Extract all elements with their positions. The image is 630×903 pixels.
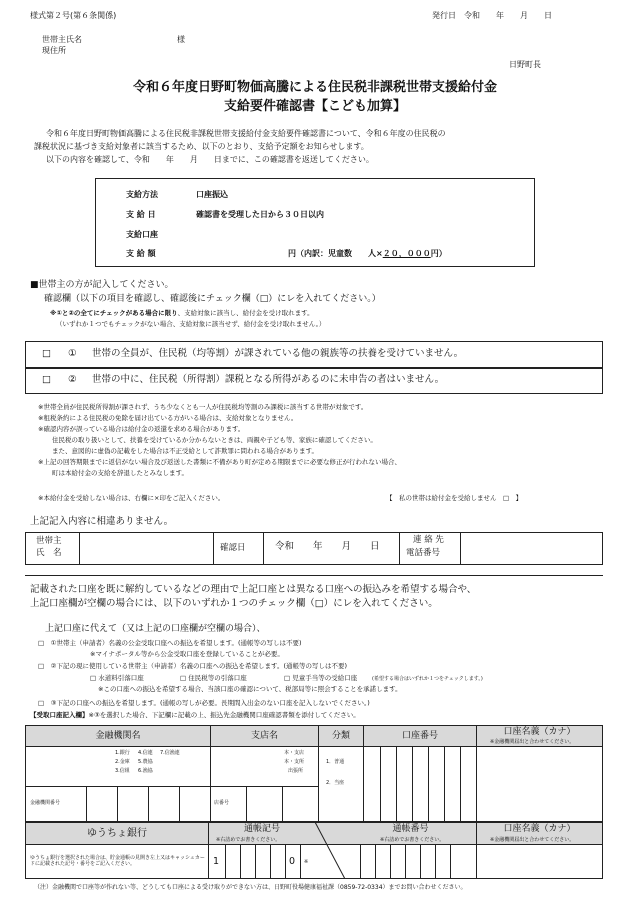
confirm-date-field[interactable]: 令和 年 月 日 [275, 541, 380, 552]
note-0: ※世帯全員が住民税所得割が課されず、うち少なくとも一人が住民税均等割のみ課税に該当する世帯が対象です。 [38, 403, 368, 411]
kigo-suffix: ※ [304, 859, 309, 865]
amount-value: 円（内訳：児童数 人× [288, 249, 383, 258]
title-line2: 支給要件確認書【こども加算】 [223, 99, 406, 114]
check-1-num: ① [68, 348, 77, 359]
recipient-name-label: 世帯主氏名 [42, 35, 82, 44]
bank-type-4[interactable]: 5.農協 [138, 759, 153, 765]
section1-note1 [50, 309, 314, 317]
yucho-col-holder: 口座名義（カナ） [503, 824, 576, 835]
bank-type-2[interactable]: 7.信漁連 [160, 750, 180, 756]
check-2-num: ② [68, 374, 77, 385]
method-label: 支給方法 [126, 190, 158, 199]
option-1-note: ※マイナポータル等から公金受取口座を登録していることが必要。 [90, 650, 284, 658]
account-label: 支給口座 [126, 230, 158, 239]
bank-heading-bold: 【受取口座記入欄】 [30, 711, 89, 719]
note-1: ※租税条約による住民税の免除を届け出ている方がいる場合は、支給対象となりません。 [38, 414, 298, 422]
check-1-box[interactable]: □ [42, 348, 51, 359]
contact-label2: 電話番号 [406, 548, 441, 558]
intro-p3: 以下の内容を確認して、令和 年 月 日までに、この確認書を返送してください。 [46, 155, 374, 164]
method-value: 口座振込 [196, 190, 228, 199]
option-3[interactable]: □ ③下記の口座への振込を希望します。(通帳の写しが必要。長期間入出金のない口座を記入しないでください。) [38, 699, 370, 707]
option-1[interactable]: □ ①世帯主（申請者）名義の公金受取口座への振込を希望します。(通帳等の写しは不要) [38, 639, 302, 647]
divider [25, 575, 603, 576]
option-2-sub1[interactable]: □ 水道料引落口座 [90, 674, 144, 682]
account-type-1[interactable]: 2．当座 [326, 780, 345, 786]
bank-type-5[interactable]: 3.信組 [115, 768, 130, 774]
branch-type-0[interactable]: 本・支店 [284, 750, 305, 756]
confirm-heading: 上記記入内容に相違ありません。 [30, 516, 174, 527]
head-label1: 世帯主 [36, 536, 62, 546]
yucho-holder-field[interactable] [477, 845, 602, 878]
sender: 日野町長 [509, 60, 541, 69]
amount-label: 支 給 額 [126, 249, 156, 258]
decline-checkbox[interactable]: 【 私の世帯は給付金を受給しません □ 】 [386, 494, 523, 502]
option-2-sub3[interactable]: □ 児童手当等の受給口座 [284, 674, 358, 682]
note-5: ※上記の回答期限までに返信がない場合及び返送した書類に不備があり町が定める期限までに必要な修正が行われない場合、 [38, 458, 401, 466]
branch-code-label: 店番号 [214, 800, 230, 806]
bank-type-6[interactable]: 6.漁協 [138, 768, 153, 774]
section2-p1: 記載された口座を既に解約しているなどの理由で上記口座とは異なる口座への振込みを希望する場合や、 [30, 584, 477, 595]
holder-field[interactable] [477, 747, 602, 821]
account-type-0[interactable]: 1．普通 [326, 759, 345, 765]
contact-label1: 連 絡 先 [413, 535, 444, 545]
check-2-text: 世帯の中に、住民税（所得割）課税となる所得があるのに未申告の者はいません。 [92, 374, 445, 385]
branch-type-2[interactable]: 出張所 [288, 768, 304, 774]
kigo-note: ※右詰めでお書きください。 [216, 837, 281, 843]
note-6: 町は本給付金の支給を辞退したとみなします。 [52, 469, 188, 477]
bank-code-label: 金融機関番号 [30, 800, 61, 806]
head-name-field[interactable] [80, 533, 213, 564]
yucho-holder-note: ※金融機関届出と合わせてください。 [490, 837, 575, 843]
yucho-label: ゆうちょ銀行 [87, 827, 147, 839]
phone-field[interactable] [461, 533, 602, 564]
bank-type-0[interactable]: 1.銀行 [115, 750, 130, 756]
yucho-col-kigo: 通帳記号 [243, 824, 280, 835]
kigo-zero: 0 [289, 856, 296, 867]
branch-type-1[interactable]: 本・支所 [284, 759, 305, 765]
note-3: 住民税の取り扱いとして、扶養を受けているか分からないときは、両親や子ども等、家族に確認してください。 [52, 436, 377, 444]
col-holder: 口座名義（カナ） [503, 726, 576, 737]
col-type: 分類 [331, 730, 350, 741]
note-4: また、意図的に虚偽の記載をした場合は不正受給として詐欺罪に問われる場合があります。 [52, 447, 318, 455]
confirm-date-label: 確認日 [220, 543, 246, 553]
holder-note: ※金融機関届出と合わせてください。 [490, 739, 575, 745]
form-number: 様式第２号(第６条関係) [30, 11, 117, 20]
section1-heading: ■世帯主の方が記入してください。 [30, 280, 174, 290]
option-2-sub2[interactable]: □ 住民税等の引落口座 [180, 674, 247, 682]
bango-note: ※右詰めでお書きください。 [380, 837, 445, 843]
option-2-sub3-note: (希望する場合はいずれか１つをチェックします。) [372, 676, 483, 682]
section2-p2: 上記口座欄が空欄の場合には、以下のいずれか１つのチェック欄（□）にレを入れてください。 [30, 598, 438, 609]
section1-note2: （いずれか１つでもチェックがない場合、支給対象に該当せず、給付金を受け取れません。） [56, 320, 326, 328]
col-number: 口座番号 [401, 730, 438, 741]
intro-p1: 令和６年度日野町物価高騰による住民税非課税世帯支援給付金支給要件確認書について、令和６年度の住民税の [46, 129, 446, 138]
bank-heading [30, 711, 360, 719]
amount-detail [288, 249, 447, 259]
option-2-note: ※この口座への振込を希望する場合、当該口座の確認について、税部局等に照会することを承諾します。 [98, 685, 402, 693]
account-number-field[interactable] [364, 747, 476, 821]
note1-rest: 、支給対象に該当し、給付金を受け取れます。 [177, 309, 314, 317]
amount-close: 円） [430, 249, 447, 258]
decline-text: ※本給付金を受給しない場合は、右欄に×印をご記入ください。 [38, 494, 225, 502]
note-2: ※確認内容が誤っている場合は給付金の返還を求める場合があります。 [38, 425, 245, 433]
amount-unit: ２０，０００ [382, 249, 431, 258]
check-1-text: 世帯の全員が、住民税（均等割）が課されている他の親族等の扶養を受けていません。 [92, 348, 464, 359]
date-value: 確認書を受理した日から３０日以内 [196, 210, 324, 219]
footer-note: （注）金融機関で口座等が作れない等、どうしても口座による受け取りができない方は、日野町役場健康福祉課（0859-72-0334）までお問い合わせください。 [34, 884, 467, 891]
yucho-divider-slash [315, 822, 345, 879]
yucho-note: ゆうちょ銀行を選択された場合は、貯金通帳の見開き左上又はキャッシュカードに記載された記号・番号をご記入ください。 [30, 855, 205, 868]
kigo-field[interactable] [226, 845, 285, 878]
head-label2: 氏 名 [36, 548, 62, 558]
check-2-box[interactable]: □ [42, 374, 51, 385]
bank-heading-rest: ※③を選択した場合、下記欄に記載の上、振込先金融機関口座確認書類を添付してください。 [88, 711, 360, 719]
issue-date: 発行日 令和 年 月 日 [432, 11, 552, 20]
section1-instruction: 確認欄（以下の項目を確認し、確認後にチェック欄（□）にレを入れてください。） [44, 294, 381, 304]
note1-bold: ※①と②の全てにチェックがある場合に限り [50, 309, 178, 317]
alt-heading: 上記口座に代えて（又は上記の口座欄が空欄の場合）、 [45, 624, 266, 634]
kigo-first: 1 [213, 856, 220, 867]
bango-field[interactable] [346, 845, 475, 878]
date-label: 支 給 日 [126, 210, 156, 219]
intro-p2: 課税状況に基づき支給対象者に該当するため、以下のとおり、支給予定額をお知らせします。 [34, 142, 369, 151]
yucho-col-bango: 通帳番号 [392, 824, 429, 835]
bank-type-1[interactable]: 4.信連 [138, 750, 153, 756]
recipient-honorific: 様 [177, 35, 185, 44]
address-label: 現住所 [42, 46, 66, 55]
title-line1: 令和６年度日野町物価高騰による住民税非課税世帯支援給付金 [132, 80, 497, 95]
col-branch: 支店名 [250, 730, 278, 741]
col-bank: 金融機関名 [95, 730, 141, 741]
bank-type-3[interactable]: 2.金庫 [115, 759, 130, 765]
option-2[interactable]: □ ②下記の現に使用している世帯主（申請者）名義の口座への振込を希望します。(通帳等の写しは不要) [38, 662, 348, 670]
